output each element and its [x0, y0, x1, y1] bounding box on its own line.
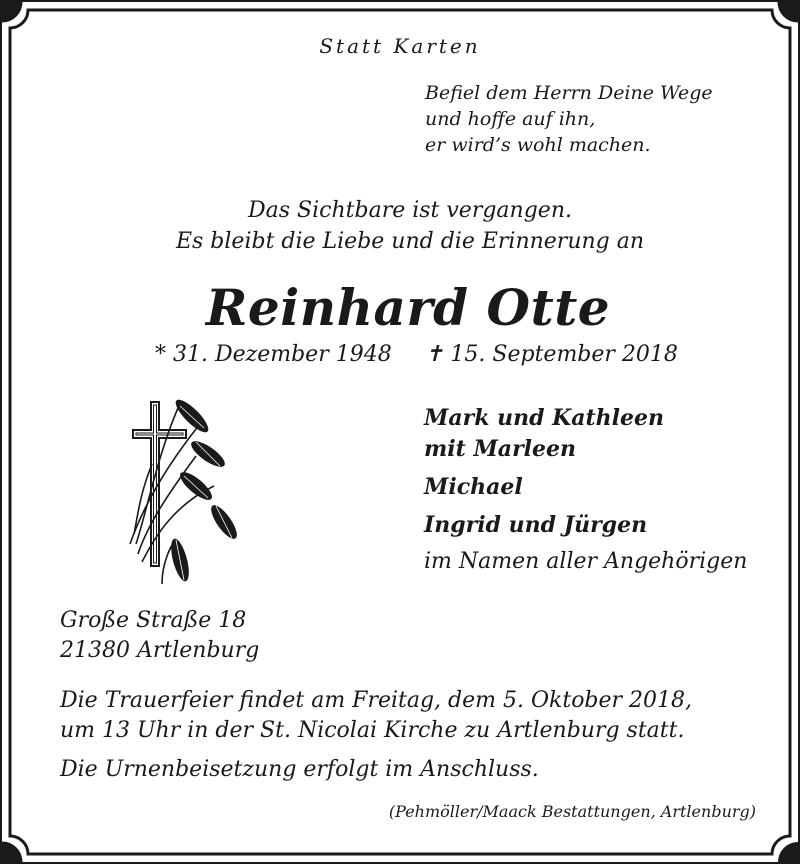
urn-notice: Die Urnenbeisetzung erfolgt im Anschluss. — [60, 757, 539, 782]
address-city: 21380 Artlenburg — [60, 638, 260, 663]
bible-verse — [425, 80, 713, 158]
intro-line: Es bleibt die Liebe und die Erinnerung an — [175, 229, 645, 254]
intro-line: Das Sichtbare ist vergangen. — [248, 198, 572, 223]
verse-line: Befiel dem Herrn Deine Wege — [425, 82, 713, 104]
cross-with-grain-icon — [118, 394, 248, 594]
statt-karten-heading: Statt Karten — [319, 34, 481, 58]
birth-date: * 31. Dezember 1948 — [155, 342, 392, 367]
mourner-closing: im Namen aller Angehörigen — [424, 549, 748, 574]
mourner-family-3: Ingrid und Jürgen — [424, 512, 648, 538]
mourner-family-1: Mark und Kathleen — [424, 405, 665, 431]
mourner-family-1-child: mit Marleen — [424, 436, 577, 462]
address-street: Große Straße 18 — [60, 608, 247, 633]
service-line: um 13 Uhr in der St. Nicolai Kirche zu Artlenburg statt. — [60, 718, 685, 743]
verse-line: er wird’s wohl machen. — [425, 134, 651, 156]
address — [60, 606, 259, 666]
service-notice — [60, 686, 692, 746]
deceased-name: Reinhard Otte — [205, 278, 611, 337]
verse-line: und hoffe auf ihn, — [425, 108, 596, 130]
undertaker-credit: (Pehmöller/Maack Bestattungen, Artlenburg) — [388, 802, 756, 821]
death-date: ✝ 15. September 2018 — [425, 342, 678, 367]
intro-text — [0, 195, 800, 257]
mourner-family-2: Michael — [424, 474, 523, 500]
service-line: Die Trauerfeier findet am Freitag, dem 5. Oktober 2018, — [60, 688, 693, 713]
